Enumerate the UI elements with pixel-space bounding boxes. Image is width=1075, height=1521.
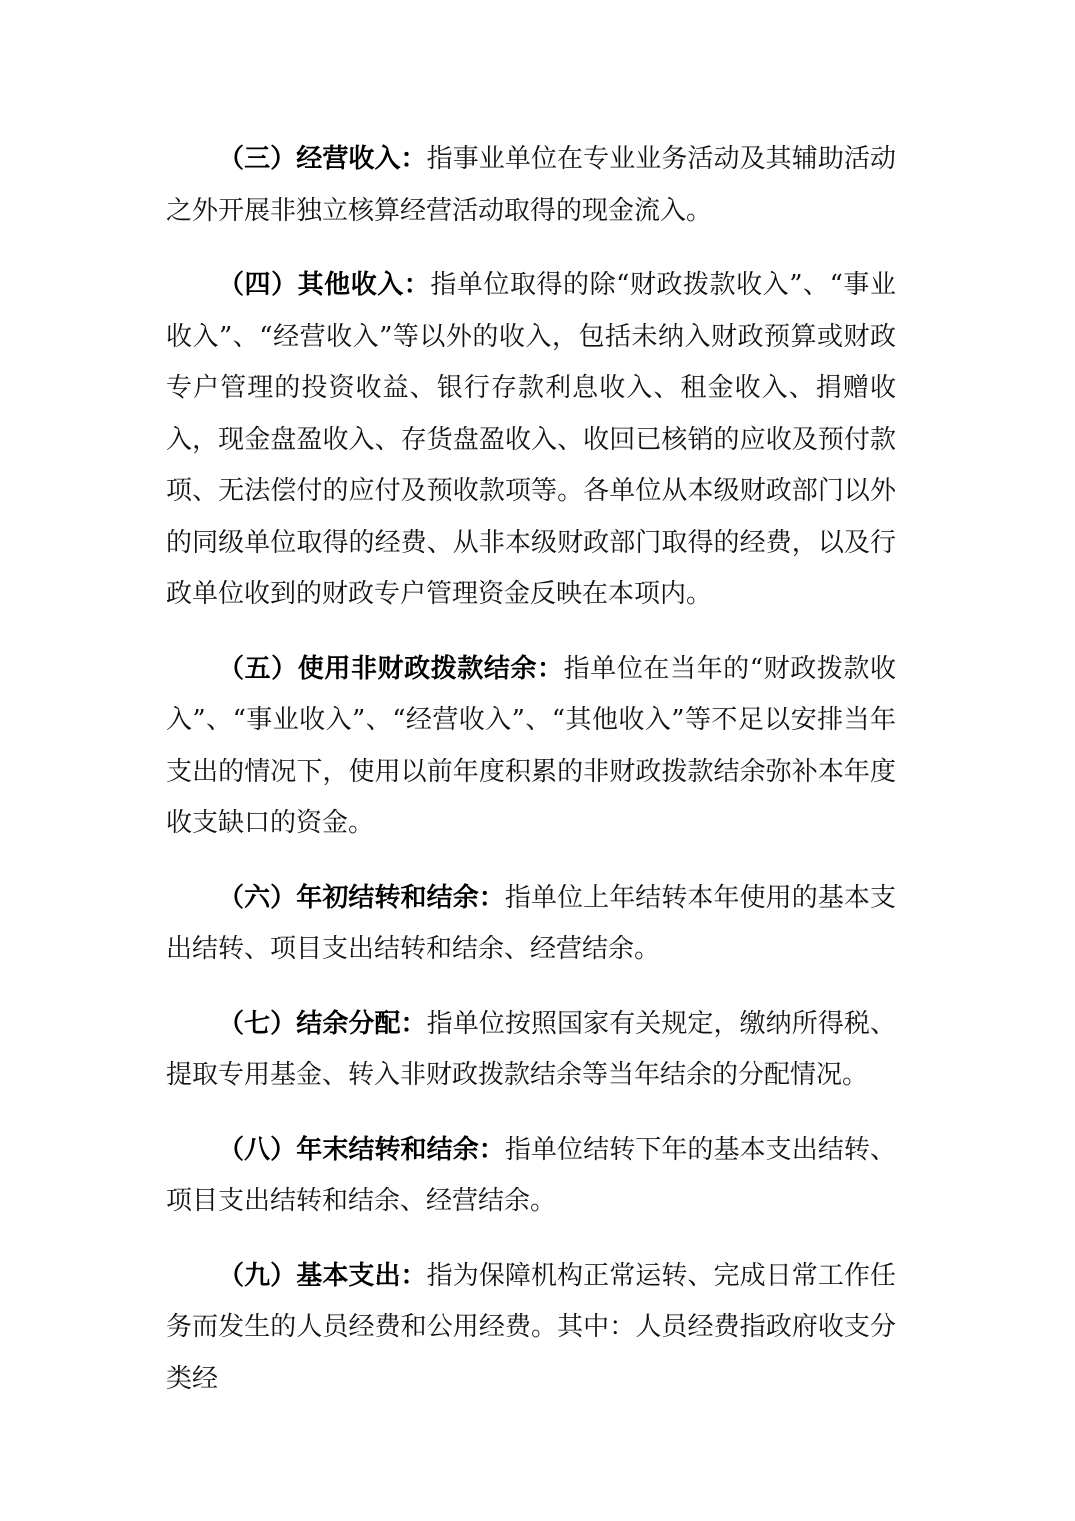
- paragraph-surplus-distribution: [166, 999, 896, 1102]
- paragraph-text: 指单位在当年的“财政拨款收入”、“事业收入”、“经营收入”、“其他收入”等不足以安排当年支出的情况下，使用以前年度积累的非财政拨款结余弥补本年度收支缺口的资金。: [166, 653, 896, 838]
- paragraph-operating-income: [166, 134, 896, 237]
- paragraph-text: 指单位取得的除“财政拨款收入”、“事业收入”、“经营收入”等以外的收入，包括未纳入财政预算或财政专户管理的投资收益、银行存款利息收入、租金收入、捐赠收入，现金盘盈收入、存货盘盈收入、收回已核销的应收及预付款项、无法偿付的应付及预收款项等。各单位从本级财政部门以外的同级单位取得的经费、从非本级财政部门取得的经费，以及行政单位收到的财政专户管理资金反映在本项内。: [166, 270, 896, 609]
- paragraph-heading: （八）年末结转和结余：: [218, 1134, 505, 1165]
- paragraph-text: 指单位上年结转本年使用的基本支出结转、项目支出结转和结余、经营结余。: [166, 882, 896, 964]
- paragraph-text: 指事业单位在专业业务活动及其辅助活动之外开展非独立核算经营活动取得的现金流入。: [166, 144, 896, 226]
- document-body: [166, 134, 896, 1428]
- paragraph-heading: （四）其他收入：: [218, 270, 431, 300]
- paragraph-heading: （七）结余分配：: [218, 1008, 427, 1039]
- paragraph-heading: （五）使用非财政拨款结余：: [218, 653, 564, 684]
- paragraph-heading: （九）基本支出：: [218, 1260, 427, 1291]
- paragraph-text: 指为保障机构正常运转、完成日常工作任务而发生的人员经费和公用经费。其中：人员经费指政府收支分类经: [166, 1260, 896, 1394]
- paragraph-heading: （三）经营收入：: [218, 144, 427, 174]
- paragraph-closing-balance: [166, 1125, 896, 1228]
- paragraph-opening-balance: [166, 873, 896, 976]
- paragraph-other-income: [166, 260, 896, 621]
- paragraph-basic-expenditure: [166, 1251, 896, 1406]
- paragraph-text: 指单位结转下年的基本支出结转、项目支出结转和结余、经营结余。: [166, 1134, 896, 1216]
- paragraph-text: 指单位按照国家有关规定，缴纳所得税、提取专用基金、转入非财政拨款结余等当年结余的分配情况。: [166, 1008, 896, 1090]
- paragraph-non-fiscal-surplus: [166, 644, 896, 850]
- paragraph-heading: （六）年初结转和结余：: [218, 882, 505, 913]
